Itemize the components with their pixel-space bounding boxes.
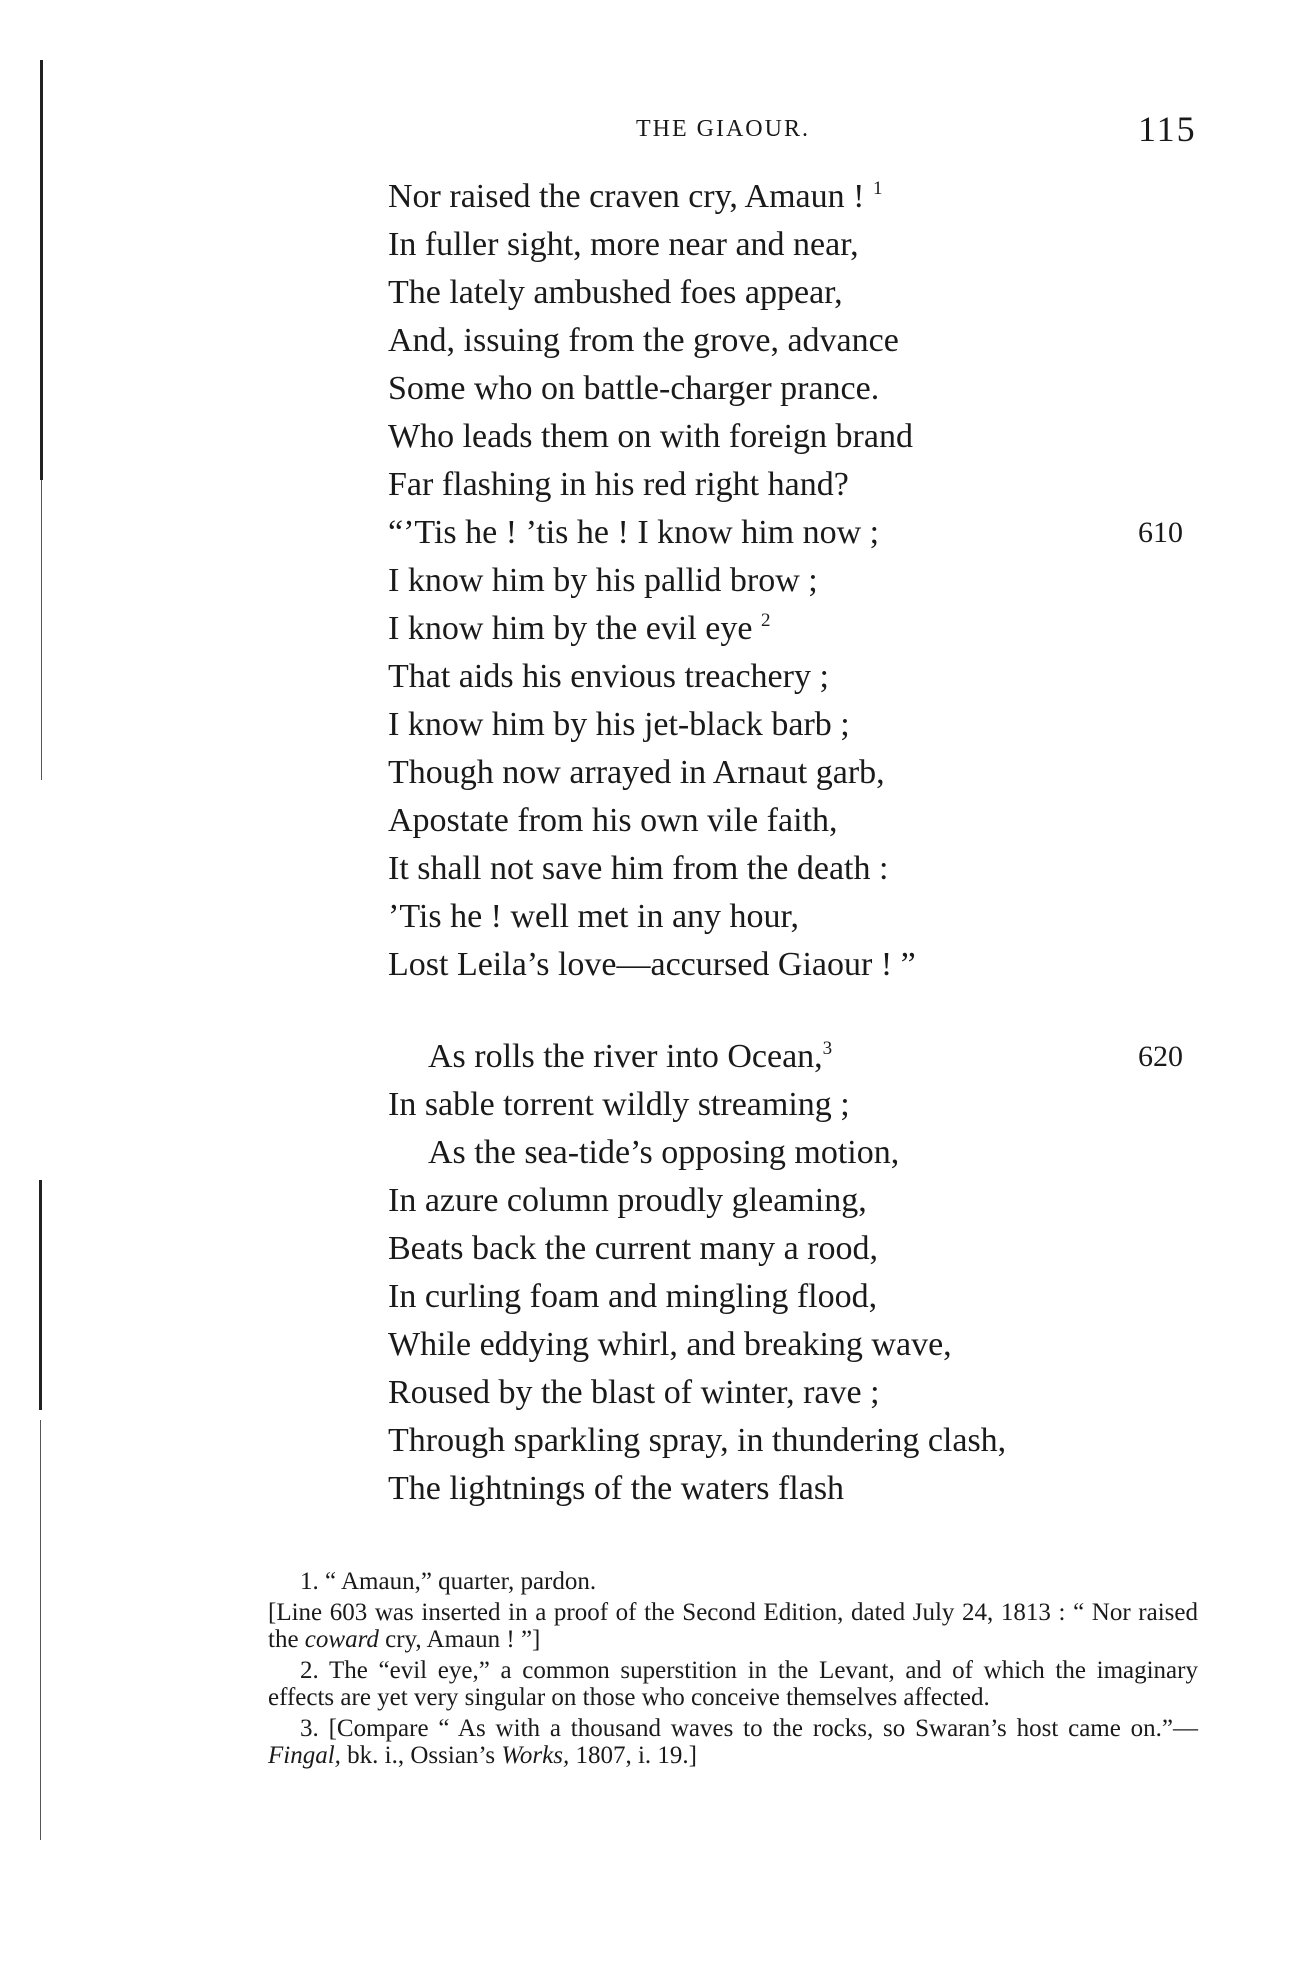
footnote-text: The “evil eye,” a common superstition in the Levant, and of which the imaginary effects are yet very singular on those who conceive themselves affected. — [268, 1657, 1198, 1711]
scan-gutter-line — [41, 480, 42, 780]
poem-line: Some who on battle-charger prance. — [388, 370, 880, 407]
poem-line: In fuller sight, more near and near, — [388, 226, 859, 263]
poem-line: Beats back the current many a rood, — [388, 1230, 878, 1267]
work-title: Fingal, — [268, 1742, 341, 1769]
poem-line: Through sparkling spray, in thundering clash, — [388, 1422, 1007, 1459]
poem-line: While eddying whirl, and breaking wave, — [388, 1326, 952, 1363]
poem-line: The lately ambushed foes appear, — [388, 274, 843, 311]
footnote-1-editorial: [Line 603 was inserted in a proof of the Second Edition, dated July 24, 1813 : “ Nor raised the coward cry, Amaun ! ”] — [268, 1599, 1198, 1653]
poem-line: Roused by the blast of winter, rave ; — [388, 1374, 880, 1411]
footnote-text: “ Amaun,” quarter, pardon. — [325, 1568, 597, 1595]
footnotes — [268, 1568, 1198, 1773]
footnote-3: 3. [Compare “ As with a thousand waves to the rocks, so Swaran’s host came on.”—Fingal, bk. i., Ossian’s Works, 1807, i. 19.] — [268, 1715, 1199, 1769]
footnote-number: 1. — [300, 1568, 319, 1595]
footnote-marker: 2 — [760, 610, 771, 631]
footnote-marker: 1 — [872, 178, 883, 199]
line-number: 620 — [1138, 1040, 1183, 1073]
poem-line: That aids his envious treachery ; — [388, 658, 829, 695]
poem-line: ’Tis he ! well met in any hour, — [388, 898, 800, 935]
poem-line: I know him by the evil eye $^2$ — [388, 610, 771, 647]
poem-line: Who leads them on with foreign brand — [388, 418, 913, 455]
poem-line: “’Tis he ! ’tis he ! I know him now ; — [388, 514, 880, 551]
poem-line: In azure column proudly gleaming, — [388, 1182, 867, 1219]
work-title: Works, — [501, 1742, 570, 1769]
footnote-number: 3. — [300, 1715, 319, 1742]
page-number: 115 — [1138, 109, 1197, 149]
footnote-marker: 3 — [822, 1038, 833, 1059]
poem-line: I know him by his jet-black barb ; — [388, 706, 850, 743]
emphasis: coward — [304, 1626, 379, 1653]
poem-line: As the sea-tide’s opposing motion, — [428, 1134, 900, 1171]
footnote-number: 2. — [300, 1657, 319, 1684]
poem-line: Apostate from his own vile faith, — [388, 802, 838, 839]
poem-line: Far flashing in his red right hand? — [388, 466, 849, 503]
poem-line: In curling foam and mingling flood, — [388, 1278, 878, 1315]
poem-line: In sable torrent wildly streaming ; — [388, 1086, 850, 1123]
poem-line: The lightnings of the waters flash — [388, 1470, 845, 1507]
running-title: THE GIAOUR. — [636, 116, 810, 142]
poem-line: Nor raised the craven cry, Amaun ! $^1$ — [388, 178, 883, 215]
footnote-2 — [268, 1657, 1198, 1711]
line-number: 610 — [1138, 516, 1183, 549]
page-header — [0, 108, 1311, 148]
footnote-1 — [268, 1568, 1198, 1595]
poem-line: Though now arrayed in Arnaut garb, — [388, 754, 885, 791]
scan-gutter-line — [40, 1420, 41, 1840]
poem-line: It shall not save him from the death : — [388, 850, 889, 887]
poem-line: Lost Leila’s love—accursed Giaour ! ” — [388, 946, 916, 983]
scan-gutter-line — [39, 1180, 42, 1410]
poem-line: I know him by his pallid brow ; — [388, 562, 818, 599]
poem-line: And, issuing from the grove, advance — [388, 322, 899, 359]
poem-line: As rolls the river into Ocean,$^3$ — [428, 1038, 833, 1075]
